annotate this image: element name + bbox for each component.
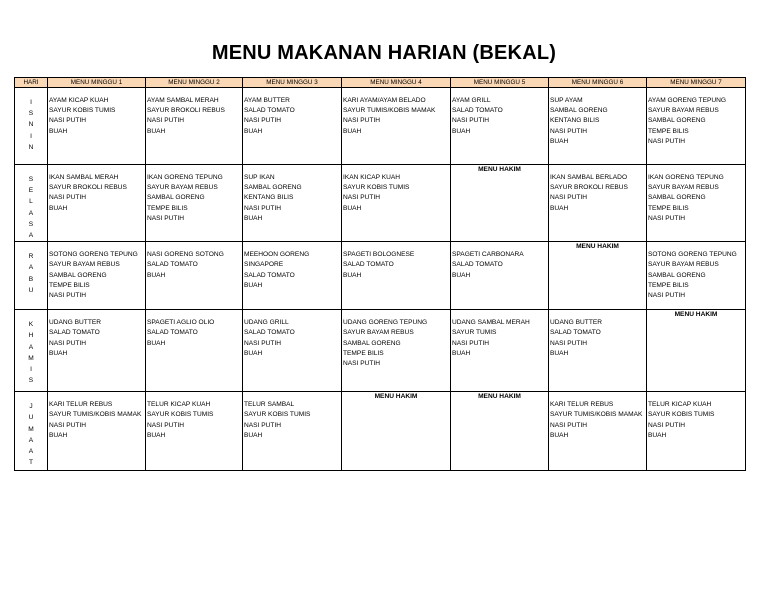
menu-item: SAYUR BAYAM REBUS	[147, 184, 218, 192]
menu-item: BUAH	[147, 431, 166, 439]
menu-cell-rabu-w5	[451, 242, 549, 310]
menu-hakim-khamis-w7: MENU HAKIM	[647, 310, 746, 392]
menu-item: SAMBAL GORENG	[343, 339, 401, 347]
day-letter: A	[28, 231, 34, 239]
menu-item: TEMPE BILIS	[343, 349, 384, 357]
menu-item: SAYUR KOBIS TUMIS	[49, 107, 116, 115]
day-letter: I	[30, 132, 32, 140]
menu-item: NASI PUTIH	[244, 117, 282, 125]
menu-item: SALAD TOMATO	[244, 329, 295, 337]
day-cell-khamis	[15, 310, 48, 392]
day-letter: U	[28, 286, 34, 294]
menu-item: TELUR KICAP KUAH	[147, 401, 211, 409]
menu-item: NASI PUTIH	[49, 339, 87, 347]
menu-cell-isnin-w7	[647, 88, 746, 165]
menu-item: NASI PUTIH	[452, 117, 490, 125]
header-week-2: MENU MINGGU 2	[146, 78, 243, 88]
menu-item: BUAH	[147, 339, 166, 347]
menu-item: SAYUR TUMIS/KOBIS MAMAK	[550, 411, 643, 419]
menu-item: BUAH	[49, 431, 68, 439]
menu-item: BUAH	[49, 204, 68, 212]
day-letter: I	[30, 365, 32, 373]
menu-cell-isnin-w5	[451, 88, 549, 165]
menu-item: SALAD TOMATO	[244, 107, 295, 115]
menu-item: SAYUR BAYAM REBUS	[343, 329, 414, 337]
menu-item: SAYUR BROKOLI REBUS	[550, 184, 628, 192]
menu-item: AYAM GORENG TEPUNG	[648, 97, 727, 104]
menu-cell-rabu-w7	[647, 242, 746, 310]
menu-item: SAMBAL GORENG	[648, 117, 706, 125]
menu-cell-jumaat-w6	[549, 392, 647, 471]
menu-item: SALAD TOMATO	[244, 271, 295, 279]
menu-cell-isnin-w3	[243, 88, 342, 165]
menu-item: NASI PUTIH	[550, 127, 588, 135]
menu-item: BUAH	[452, 127, 471, 135]
menu-item: BUAH	[648, 431, 667, 439]
menu-item: SAYUR BAYAM REBUS	[49, 261, 120, 269]
menu-item: SALAD TOMATO	[147, 329, 198, 337]
day-cell-jumaat	[15, 392, 48, 471]
menu-item: SAMBAL GORENG	[49, 271, 107, 279]
row-khamis	[15, 310, 746, 392]
menu-item: KENTANG BILIS	[244, 194, 294, 202]
day-letter: R	[28, 253, 34, 261]
day-letter: M	[28, 425, 34, 433]
menu-item: SALAD TOMATO	[49, 329, 100, 337]
menu-item: NASI PUTIH	[244, 421, 282, 429]
menu-item: NASI PUTIH	[147, 117, 185, 125]
day-letter: B	[28, 275, 34, 283]
menu-cell-isnin-w2	[146, 88, 243, 165]
menu-item: SINGAPORE	[244, 261, 284, 269]
day-letter: U	[28, 414, 34, 422]
menu-item: NASI PUTIH	[343, 117, 381, 125]
menu-item: IKAN KICAP KUAH	[343, 174, 401, 181]
page-title: MENU MAKANAN HARIAN (BEKAL)	[211, 42, 557, 64]
menu-item: UDANG BUTTER	[550, 319, 603, 327]
menu-item: KARI TELUR REBUS	[550, 401, 614, 409]
menu-item: SAYUR BAYAM REBUS	[648, 107, 719, 115]
menu-hakim-selasa-w5: MENU HAKIM	[451, 165, 549, 242]
menu-item: SAMBAL GORENG	[244, 184, 302, 192]
menu-item: BUAH	[49, 349, 68, 357]
menu-item: BUAH	[343, 271, 362, 279]
menu-cell-isnin-w6	[549, 88, 647, 165]
menu-item: SAYUR TUMIS/KOBIS MAMAK	[49, 411, 142, 419]
menu-cell-selasa-w4	[342, 165, 451, 242]
menu-item: SALAD TOMATO	[452, 261, 503, 269]
day-letter: I	[30, 99, 32, 106]
header-week-7: MENU MINGGU 7	[647, 78, 746, 88]
header-week-4: MENU MINGGU 4	[342, 78, 451, 88]
menu-item: SPAGETI CARBONARA	[452, 251, 524, 259]
menu-item: TEMPE BILIS	[49, 281, 90, 289]
header-week-6: MENU MINGGU 6	[549, 78, 647, 88]
menu-item: SAYUR BAYAM REBUS	[648, 184, 719, 192]
menu-item: NASI PUTIH	[147, 421, 185, 429]
menu-item: NASI PUTIH	[49, 117, 87, 125]
menu-cell-jumaat-w3	[243, 392, 342, 471]
menu-cell-jumaat-w1	[48, 392, 146, 471]
day-cell-rabu	[15, 242, 48, 310]
menu-item: KARI TELUR REBUS	[49, 401, 113, 409]
menu-item: IKAN GORENG TEPUNG	[648, 174, 724, 181]
menu-item: BUAH	[550, 204, 569, 212]
day-letter: E	[28, 187, 34, 195]
header-row	[15, 78, 746, 88]
menu-item: TEMPE BILIS	[648, 127, 689, 135]
day-letter: T	[28, 459, 34, 467]
menu-item: SAYUR BAYAM REBUS	[648, 261, 719, 269]
menu-item: TEMPE BILIS	[648, 204, 689, 212]
menu-item: MEEHOON GORENG	[244, 251, 310, 259]
menu-item: SPAGETI BOLOGNESE	[343, 251, 415, 259]
menu-item: SALAD TOMATO	[550, 329, 601, 337]
day-letter: M	[28, 354, 34, 362]
menu-table	[14, 77, 746, 471]
menu-item: SAMBAL GORENG	[550, 107, 608, 115]
day-letter: A	[28, 447, 34, 455]
day-letter: N	[28, 121, 34, 129]
menu-item: BUAH	[147, 271, 166, 279]
menu-item: BUAH	[550, 137, 569, 145]
menu-item: NASI PUTIH	[244, 204, 282, 212]
menu-item: BUAH	[452, 349, 471, 357]
day-cell-isnin	[15, 88, 48, 165]
menu-cell-selasa-w7	[647, 165, 746, 242]
menu-item: AYAM GRILL	[452, 97, 491, 104]
menu-item: NASI PUTIH	[147, 214, 185, 222]
menu-item: IKAN GORENG TEPUNG	[147, 174, 223, 181]
day-letter: S	[28, 110, 34, 118]
menu-item: BUAH	[343, 127, 362, 135]
menu-item: UDANG GRILL	[244, 319, 289, 327]
menu-cell-khamis-w5	[451, 310, 549, 392]
day-letter: L	[29, 198, 33, 206]
menu-item: SALAD TOMATO	[343, 261, 394, 269]
row-selasa	[15, 165, 746, 242]
day-letter: A	[28, 209, 34, 217]
menu-item: NASI PUTIH	[343, 194, 381, 202]
menu-item: NASI PUTIH	[49, 194, 87, 202]
menu-item: NASI PUTIH	[49, 421, 87, 429]
menu-item: NASI PUTIH	[648, 421, 686, 429]
header-week-5: MENU MINGGU 5	[451, 78, 549, 88]
menu-item: SAMBAL GORENG	[147, 194, 205, 202]
menu-item: SOTONG GORENG TEPUNG	[648, 251, 737, 259]
menu-cell-selasa-w3	[243, 165, 342, 242]
menu-cell-khamis-w6	[549, 310, 647, 392]
menu-item: BUAH	[244, 127, 263, 135]
menu-item: AYAM BUTTER	[244, 97, 290, 104]
menu-item: SAYUR TUMIS	[452, 329, 497, 337]
menu-item: NASI PUTIH	[244, 339, 282, 347]
menu-cell-isnin-w1	[48, 88, 146, 165]
header-hari: HARI	[15, 78, 48, 88]
menu-item: SOTONG GORENG TEPUNG	[49, 251, 138, 259]
menu-item: NASI PUTIH	[648, 137, 686, 145]
menu-cell-isnin-w4	[342, 88, 451, 165]
menu-hakim-jumaat-w5: MENU HAKIM	[451, 392, 549, 471]
day-letter: K	[28, 321, 34, 329]
menu-item: UDANG GORENG TEPUNG	[343, 319, 428, 327]
menu-hakim-jumaat-w4: MENU HAKIM	[342, 392, 451, 471]
menu-item: BUAH	[343, 204, 362, 212]
menu-item: BUAH	[244, 214, 263, 222]
menu-item: BUAH	[244, 431, 263, 439]
menu-item: BUAH	[49, 127, 68, 135]
menu-item: NASI GORENG SOTONG	[147, 251, 224, 259]
menu-item: SAMBAL GORENG	[648, 271, 706, 279]
menu-cell-selasa-w2	[146, 165, 243, 242]
menu-cell-jumaat-w7	[647, 392, 746, 471]
day-letter: S	[28, 220, 34, 228]
menu-item: TELUR KICAP KUAH	[648, 401, 712, 409]
menu-item: BUAH	[550, 349, 569, 357]
menu-item: SUP IKAN	[244, 174, 275, 181]
menu-item: UDANG BUTTER	[49, 319, 102, 327]
menu-item: BUAH	[147, 127, 166, 135]
row-isnin	[15, 88, 746, 165]
menu-item: UDANG SAMBAL MERAH	[452, 319, 530, 327]
menu-item: IKAN SAMBAL BERLADO	[550, 174, 628, 181]
day-letter: S	[28, 377, 34, 385]
menu-item: NASI PUTIH	[550, 339, 588, 347]
menu-item: KENTANG BILIS	[550, 117, 600, 125]
menu-item: SAYUR KOBIS TUMIS	[244, 411, 311, 419]
day-letter: A	[28, 343, 34, 351]
row-jumaat	[15, 392, 746, 471]
menu-cell-rabu-w1	[48, 242, 146, 310]
menu-item: NASI PUTIH	[648, 214, 686, 222]
menu-item: NASI PUTIH	[343, 359, 381, 367]
day-letter: J	[29, 403, 33, 411]
menu-cell-khamis-w1	[48, 310, 146, 392]
menu-item: NASI PUTIH	[49, 291, 87, 299]
menu-cell-rabu-w2	[146, 242, 243, 310]
menu-item: SAMBAL GORENG	[648, 194, 706, 202]
menu-cell-khamis-w2	[146, 310, 243, 392]
menu-item: SALAD TOMATO	[452, 107, 503, 115]
day-letter: A	[28, 264, 34, 272]
menu-item: SAYUR KOBIS TUMIS	[343, 184, 410, 192]
menu-item: NASI PUTIH	[648, 291, 686, 299]
menu-item: SPAGETI AGLIO OLIO	[147, 319, 215, 327]
day-letter: H	[28, 332, 34, 340]
menu-item: SAYUR TUMIS/KOBIS MAMAK	[343, 107, 436, 115]
menu-item: TEMPE BILIS	[648, 281, 689, 289]
menu-item: AYAM SAMBAL MERAH	[147, 97, 219, 104]
menu-item: SAYUR BROKOLI REBUS	[49, 184, 127, 192]
menu-item: BUAH	[244, 349, 263, 357]
menu-cell-selasa-w6	[549, 165, 647, 242]
menu-item: TELUR SAMBAL	[244, 401, 295, 409]
menu-item: BUAH	[452, 271, 471, 279]
menu-item: BUAH	[244, 281, 263, 289]
menu-item: BUAH	[550, 431, 569, 439]
menu-item: IKAN SAMBAL MERAH	[49, 174, 119, 181]
header-week-3: MENU MINGGU 3	[243, 78, 342, 88]
day-letter: A	[28, 436, 34, 444]
menu-hakim-rabu-w6: MENU HAKIM	[549, 242, 647, 310]
menu-cell-selasa-w1	[48, 165, 146, 242]
row-rabu	[15, 242, 746, 310]
menu-item: SAYUR BROKOLI REBUS	[147, 107, 225, 115]
menu-item: SUP AYAM	[550, 97, 583, 104]
day-letter: S	[28, 176, 34, 183]
menu-item: SALAD TOMATO	[147, 261, 198, 269]
menu-cell-khamis-w3	[243, 310, 342, 392]
menu-item: NASI PUTIH	[452, 339, 490, 347]
menu-item: KARI AYAM/AYAM BELADO	[343, 97, 426, 104]
menu-item: SAYUR KOBIS TUMIS	[648, 411, 715, 419]
day-letter: N	[28, 143, 34, 151]
menu-cell-rabu-w4	[342, 242, 451, 310]
menu-item: NASI PUTIH	[550, 421, 588, 429]
menu-cell-khamis-w4	[342, 310, 451, 392]
menu-item: NASI PUTIH	[550, 194, 588, 202]
menu-cell-jumaat-w2	[146, 392, 243, 471]
menu-item: SAYUR KOBIS TUMIS	[147, 411, 214, 419]
menu-cell-rabu-w3	[243, 242, 342, 310]
day-cell-selasa	[15, 165, 48, 242]
menu-item: TEMPE BILIS	[147, 204, 188, 212]
menu-item: AYAM KICAP KUAH	[49, 97, 109, 104]
header-week-1: MENU MINGGU 1	[48, 78, 146, 88]
